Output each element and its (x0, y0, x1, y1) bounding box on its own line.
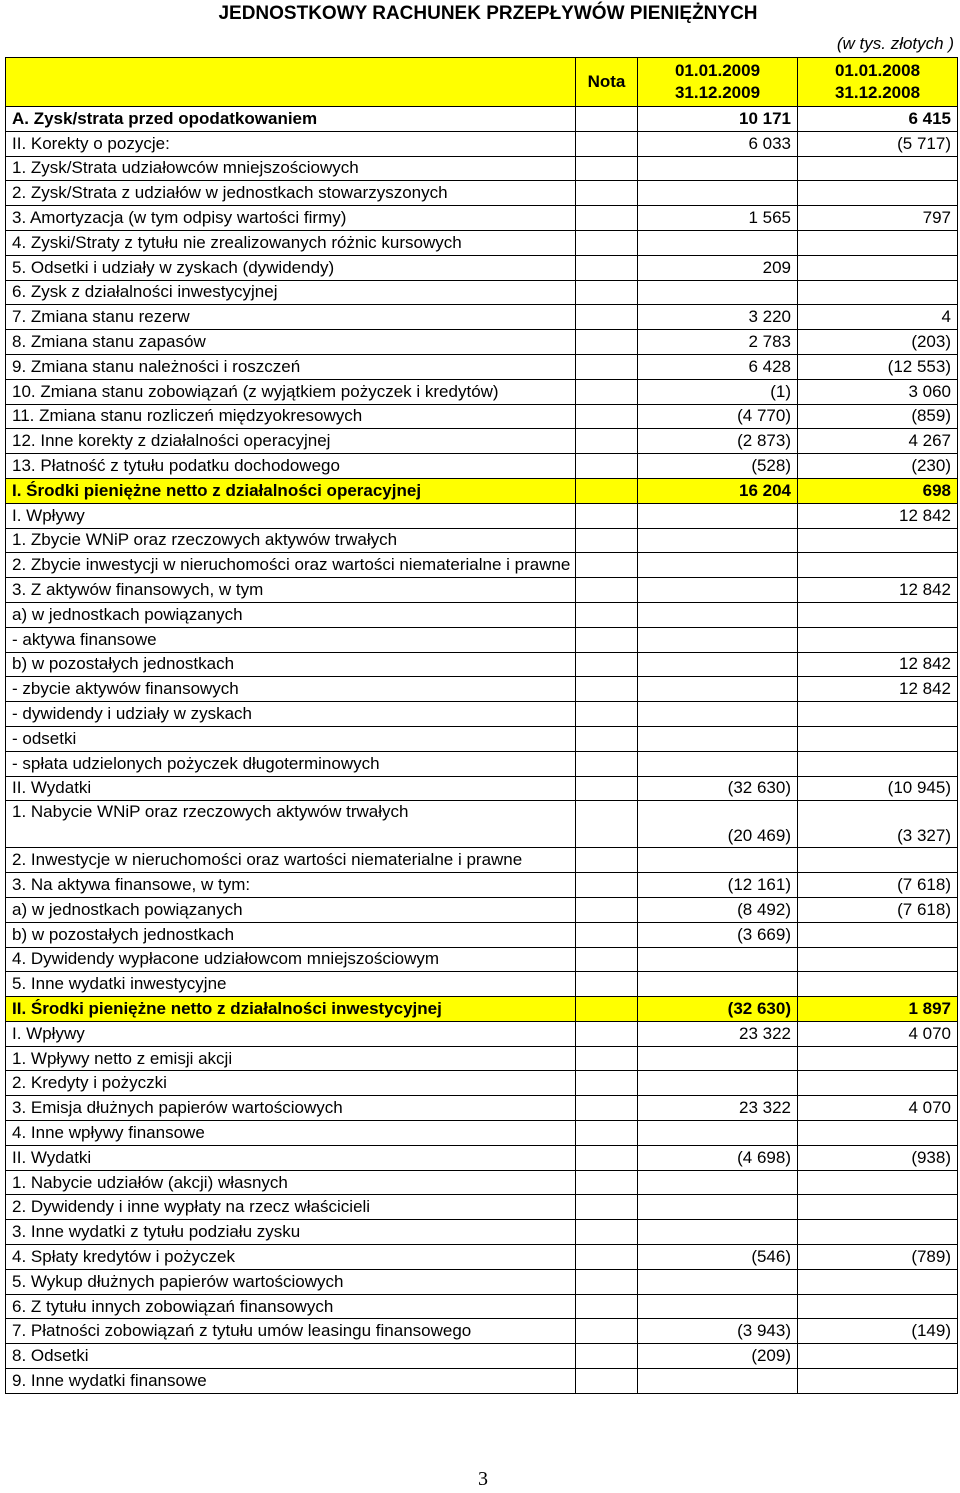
row-nota (576, 997, 638, 1022)
row-label: 2. Dywidendy i inne wypłaty na rzecz właścicieli (6, 1195, 576, 1220)
table-row (6, 478, 958, 503)
row-label: II. Wydatki (6, 776, 576, 801)
row-value-2009: 23 322 (638, 1096, 798, 1121)
row-label: 13. Płatność z tytułu podatku dochodowego (6, 454, 576, 479)
table-row (6, 652, 958, 677)
row-label: A. Zysk/strata przed opodatkowaniem (6, 107, 576, 132)
row-nota (576, 404, 638, 429)
row-value-2008: (7 618) (798, 873, 958, 898)
row-nota (576, 1294, 638, 1319)
table-row (6, 404, 958, 429)
table-row (6, 1071, 958, 1096)
row-nota (576, 1046, 638, 1071)
table-row (6, 255, 958, 280)
table-row (6, 1121, 958, 1146)
row-value-2009 (638, 972, 798, 997)
row-nota (576, 1096, 638, 1121)
row-nota (576, 602, 638, 627)
table-row (6, 1344, 958, 1369)
row-value-2009: (4 770) (638, 404, 798, 429)
row-nota (576, 873, 638, 898)
table-row (6, 280, 958, 305)
header-period-2009: 01.01.2009 31.12.2009 (638, 58, 798, 107)
row-value-2009 (638, 1170, 798, 1195)
row-nota (576, 1269, 638, 1294)
table-row (6, 181, 958, 206)
row-value-2008 (798, 947, 958, 972)
row-value-2009: 3 220 (638, 305, 798, 330)
row-value-2009 (638, 627, 798, 652)
row-label: II. Środki pieniężne netto z działalności inwestycyjnej (6, 997, 576, 1022)
row-nota (576, 652, 638, 677)
table-row (6, 1096, 958, 1121)
row-label: 3. Inne wydatki z tytułu podziału zysku (6, 1220, 576, 1245)
row-value-2008 (798, 1046, 958, 1071)
table-row (6, 602, 958, 627)
row-label: 9. Zmiana stanu należności i roszczeń (6, 354, 576, 379)
row-value-2009 (638, 230, 798, 255)
row-label: 1. Wpływy netto z emisji akcji (6, 1046, 576, 1071)
table-row (6, 206, 958, 231)
row-nota (576, 429, 638, 454)
row-nota (576, 354, 638, 379)
row-nota (576, 947, 638, 972)
row-value-2009 (638, 677, 798, 702)
row-nota (576, 848, 638, 873)
row-nota (576, 131, 638, 156)
table-row (6, 1220, 958, 1245)
row-nota (576, 1344, 638, 1369)
row-value-2008: (12 553) (798, 354, 958, 379)
row-value-2009 (638, 1046, 798, 1071)
table-row (6, 947, 958, 972)
row-value-2009 (638, 181, 798, 206)
row-nota (576, 1145, 638, 1170)
row-nota (576, 801, 638, 848)
row-value-2008: 4 070 (798, 1096, 958, 1121)
row-value-2008: 797 (798, 206, 958, 231)
row-value-2009 (638, 503, 798, 528)
row-value-2009 (638, 528, 798, 553)
row-nota (576, 1245, 638, 1270)
row-nota (576, 1319, 638, 1344)
table-row (6, 578, 958, 603)
row-nota (576, 255, 638, 280)
row-label: 5. Inne wydatki inwestycyjne (6, 972, 576, 997)
unit-note: (w tys. złotych ) (836, 34, 954, 53)
row-value-2008 (798, 848, 958, 873)
row-value-2008 (798, 1344, 958, 1369)
row-label: I. Środki pieniężne netto z działalności operacyjnej (6, 478, 576, 503)
row-value-2008 (798, 528, 958, 553)
table-row (6, 997, 958, 1022)
table-row (6, 776, 958, 801)
row-value-2008: (789) (798, 1245, 958, 1270)
row-label: 4. Zyski/Straty z tytułu nie zrealizowanych różnic kursowych (6, 230, 576, 255)
row-nota (576, 1121, 638, 1146)
row-value-2009: (32 630) (638, 997, 798, 1022)
row-value-2009: 6 033 (638, 131, 798, 156)
row-value-2009: (2 873) (638, 429, 798, 454)
row-value-2009: 1 565 (638, 206, 798, 231)
table-row (6, 627, 958, 652)
row-value-2009: 10 171 (638, 107, 798, 132)
row-nota (576, 627, 638, 652)
cash-flow-table (5, 57, 958, 1394)
row-label: 3. Z aktywów finansowych, w tym (6, 578, 576, 603)
row-value-2009: (209) (638, 1344, 798, 1369)
row-value-2009 (638, 848, 798, 873)
row-value-2008 (798, 156, 958, 181)
table-row (6, 1195, 958, 1220)
row-value-2008: 4 070 (798, 1021, 958, 1046)
table-row (6, 897, 958, 922)
row-value-2009 (638, 578, 798, 603)
table-header-row (6, 58, 958, 107)
row-nota (576, 206, 638, 231)
table-row (6, 873, 958, 898)
row-label: I. Wpływy (6, 503, 576, 528)
row-value-2008: 6 415 (798, 107, 958, 132)
row-label: 1. Nabycie udziałów (akcji) własnych (6, 1170, 576, 1195)
table-row (6, 503, 958, 528)
row-label: II. Wydatki (6, 1145, 576, 1170)
row-nota (576, 305, 638, 330)
row-label: 4. Inne wpływy finansowe (6, 1121, 576, 1146)
table-row (6, 305, 958, 330)
row-label: - spłata udzielonych pożyczek długoterminowych (6, 751, 576, 776)
row-nota (576, 1220, 638, 1245)
row-nota (576, 702, 638, 727)
table-row (6, 429, 958, 454)
row-nota (576, 1021, 638, 1046)
row-value-2009 (638, 652, 798, 677)
row-value-2009: (3 669) (638, 922, 798, 947)
row-nota (576, 776, 638, 801)
row-value-2008 (798, 922, 958, 947)
row-value-2009 (638, 1121, 798, 1146)
row-value-2008 (798, 751, 958, 776)
row-value-2008 (798, 702, 958, 727)
row-value-2009: (3 943) (638, 1319, 798, 1344)
table-row (6, 1269, 958, 1294)
row-value-2009: 16 204 (638, 478, 798, 503)
row-label: - dywidendy i udziały w zyskach (6, 702, 576, 727)
row-label: 1. Nabycie WNiP oraz rzeczowych aktywów trwałych (6, 801, 576, 848)
table-row (6, 1294, 958, 1319)
header-label-cell (6, 58, 576, 107)
row-label: 5. Wykup dłużnych papierów wartościowych (6, 1269, 576, 1294)
row-value-2008 (798, 1294, 958, 1319)
table-row (6, 454, 958, 479)
row-nota (576, 107, 638, 132)
row-value-2008 (798, 181, 958, 206)
row-nota (576, 454, 638, 479)
table-row (6, 230, 958, 255)
row-value-2008 (798, 602, 958, 627)
row-label: 8. Odsetki (6, 1344, 576, 1369)
table-row (6, 1170, 958, 1195)
table-row (6, 922, 958, 947)
row-value-2008: (859) (798, 404, 958, 429)
row-value-2008: (10 945) (798, 776, 958, 801)
row-label: 3. Amortyzacja (w tym odpisy wartości firmy) (6, 206, 576, 231)
row-label: 1. Zbycie WNiP oraz rzeczowych aktywów trwałych (6, 528, 576, 553)
row-label: a) w jednostkach powiązanych (6, 602, 576, 627)
row-label: 9. Inne wydatki finansowe (6, 1369, 576, 1394)
row-value-2008: 698 (798, 478, 958, 503)
row-nota (576, 1369, 638, 1394)
row-value-2008: 12 842 (798, 677, 958, 702)
row-label: 6. Z tytułu innych zobowiązań finansowych (6, 1294, 576, 1319)
row-nota (576, 897, 638, 922)
row-value-2008 (798, 1220, 958, 1245)
row-nota (576, 972, 638, 997)
row-nota (576, 578, 638, 603)
row-label: 12. Inne korekty z działalności operacyjnej (6, 429, 576, 454)
row-value-2008: (149) (798, 1319, 958, 1344)
row-nota (576, 1195, 638, 1220)
row-label: 1. Zysk/Strata udziałowców mniejszościowych (6, 156, 576, 181)
row-value-2009 (638, 702, 798, 727)
row-nota (576, 156, 638, 181)
row-value-2009: (4 698) (638, 1145, 798, 1170)
row-value-2008 (798, 255, 958, 280)
row-value-2008 (798, 726, 958, 751)
row-value-2008: (938) (798, 1145, 958, 1170)
row-nota (576, 553, 638, 578)
row-nota (576, 280, 638, 305)
row-label: b) w pozostałych jednostkach (6, 652, 576, 677)
row-value-2009: 6 428 (638, 354, 798, 379)
row-value-2009 (638, 1369, 798, 1394)
row-value-2009 (638, 726, 798, 751)
row-value-2008: 12 842 (798, 652, 958, 677)
row-label: 3. Emisja dłużnych papierów wartościowych (6, 1096, 576, 1121)
row-value-2009: (20 469) (638, 801, 798, 848)
row-label: 2. Zysk/Strata z udziałów w jednostkach stowarzyszonych (6, 181, 576, 206)
row-value-2008 (798, 1121, 958, 1146)
row-value-2008: (230) (798, 454, 958, 479)
row-value-2009 (638, 280, 798, 305)
row-value-2009: (8 492) (638, 897, 798, 922)
row-value-2009: 209 (638, 255, 798, 280)
table-row (6, 848, 958, 873)
row-label: - zbycie aktywów finansowych (6, 677, 576, 702)
row-label: 8. Zmiana stanu zapasów (6, 330, 576, 355)
row-nota (576, 751, 638, 776)
row-value-2008: 12 842 (798, 503, 958, 528)
row-label: 4. Dywidendy wypłacone udziałowcom mniejszościowym (6, 947, 576, 972)
header-period-2008: 01.01.2008 31.12.2008 (798, 58, 958, 107)
table-row (6, 972, 958, 997)
table-row (6, 1046, 958, 1071)
row-value-2008: 12 842 (798, 578, 958, 603)
header-nota: Nota (576, 58, 638, 107)
row-label: 7. Zmiana stanu rezerw (6, 305, 576, 330)
row-nota (576, 1170, 638, 1195)
row-value-2008 (798, 1170, 958, 1195)
row-value-2009 (638, 1294, 798, 1319)
row-label: 10. Zmiana stanu zobowiązań (z wyjątkiem pożyczek i kredytów) (6, 379, 576, 404)
row-label: - aktywa finansowe (6, 627, 576, 652)
row-value-2009 (638, 156, 798, 181)
row-nota (576, 330, 638, 355)
table-row (6, 156, 958, 181)
page-number: 3 (478, 1468, 488, 1490)
row-value-2008: 4 (798, 305, 958, 330)
row-value-2009: 23 322 (638, 1021, 798, 1046)
row-value-2008 (798, 1071, 958, 1096)
table-row (6, 354, 958, 379)
row-value-2009 (638, 1220, 798, 1245)
row-value-2008: (3 327) (798, 801, 958, 848)
row-nota (576, 528, 638, 553)
row-label: - odsetki (6, 726, 576, 751)
row-value-2008 (798, 230, 958, 255)
row-value-2008 (798, 1269, 958, 1294)
row-value-2008: 4 267 (798, 429, 958, 454)
row-value-2008 (798, 1369, 958, 1394)
row-nota (576, 379, 638, 404)
row-label: 2. Kredyty i pożyczki (6, 1071, 576, 1096)
row-label: I. Wpływy (6, 1021, 576, 1046)
table-row (6, 1369, 958, 1394)
table-row (6, 131, 958, 156)
row-value-2008: (5 717) (798, 131, 958, 156)
row-nota (576, 503, 638, 528)
row-label: 11. Zmiana stanu rozliczeń międzyokresowych (6, 404, 576, 429)
row-value-2008 (798, 627, 958, 652)
row-value-2009: (1) (638, 379, 798, 404)
row-value-2008: 3 060 (798, 379, 958, 404)
row-label: 7. Płatności zobowiązań z tytułu umów leasingu finansowego (6, 1319, 576, 1344)
row-label: 5. Odsetki i udziały w zyskach (dywidendy) (6, 255, 576, 280)
row-label: 2. Inwestycje w nieruchomości oraz wartości niematerialne i prawne (6, 848, 576, 873)
table-row (6, 528, 958, 553)
row-label: a) w jednostkach powiązanych (6, 897, 576, 922)
row-value-2008 (798, 553, 958, 578)
row-label: b) w pozostałych jednostkach (6, 922, 576, 947)
row-value-2009 (638, 1071, 798, 1096)
row-value-2008: (7 618) (798, 897, 958, 922)
row-value-2009: (32 630) (638, 776, 798, 801)
row-value-2009 (638, 1195, 798, 1220)
row-value-2009: (12 161) (638, 873, 798, 898)
table-row (6, 726, 958, 751)
row-value-2008 (798, 972, 958, 997)
table-row (6, 553, 958, 578)
row-nota (576, 478, 638, 503)
row-value-2009: (546) (638, 1245, 798, 1270)
row-label: 2. Zbycie inwestycji w nieruchomości oraz wartości niematerialne i prawne (6, 553, 576, 578)
row-value-2008 (798, 280, 958, 305)
row-nota (576, 230, 638, 255)
table-row (6, 379, 958, 404)
row-value-2009: (528) (638, 454, 798, 479)
table-row (6, 330, 958, 355)
row-nota (576, 1071, 638, 1096)
table-row (6, 1245, 958, 1270)
table-row (6, 107, 958, 132)
row-value-2008 (798, 1195, 958, 1220)
row-nota (576, 677, 638, 702)
row-value-2009: 2 783 (638, 330, 798, 355)
table-row (6, 751, 958, 776)
row-value-2009 (638, 751, 798, 776)
row-label: 6. Zysk z działalności inwestycyjnej (6, 280, 576, 305)
table-row (6, 801, 958, 848)
row-value-2009 (638, 553, 798, 578)
table-row (6, 1021, 958, 1046)
table-row (6, 677, 958, 702)
row-value-2009 (638, 947, 798, 972)
row-nota (576, 181, 638, 206)
table-row (6, 702, 958, 727)
row-value-2008: (203) (798, 330, 958, 355)
row-nota (576, 726, 638, 751)
table-row (6, 1145, 958, 1170)
row-value-2008: 1 897 (798, 997, 958, 1022)
row-label: 3. Na aktywa finansowe, w tym: (6, 873, 576, 898)
row-label: II. Korekty o pozycje: (6, 131, 576, 156)
document-title: JEDNOSTKOWY RACHUNEK PRZEPŁYWÓW PIENIĘŻNYCH (218, 3, 758, 24)
row-label: 4. Spłaty kredytów i pożyczek (6, 1245, 576, 1270)
row-value-2009 (638, 1269, 798, 1294)
row-nota (576, 922, 638, 947)
row-value-2009 (638, 602, 798, 627)
table-row (6, 1319, 958, 1344)
table-body (6, 58, 958, 1394)
